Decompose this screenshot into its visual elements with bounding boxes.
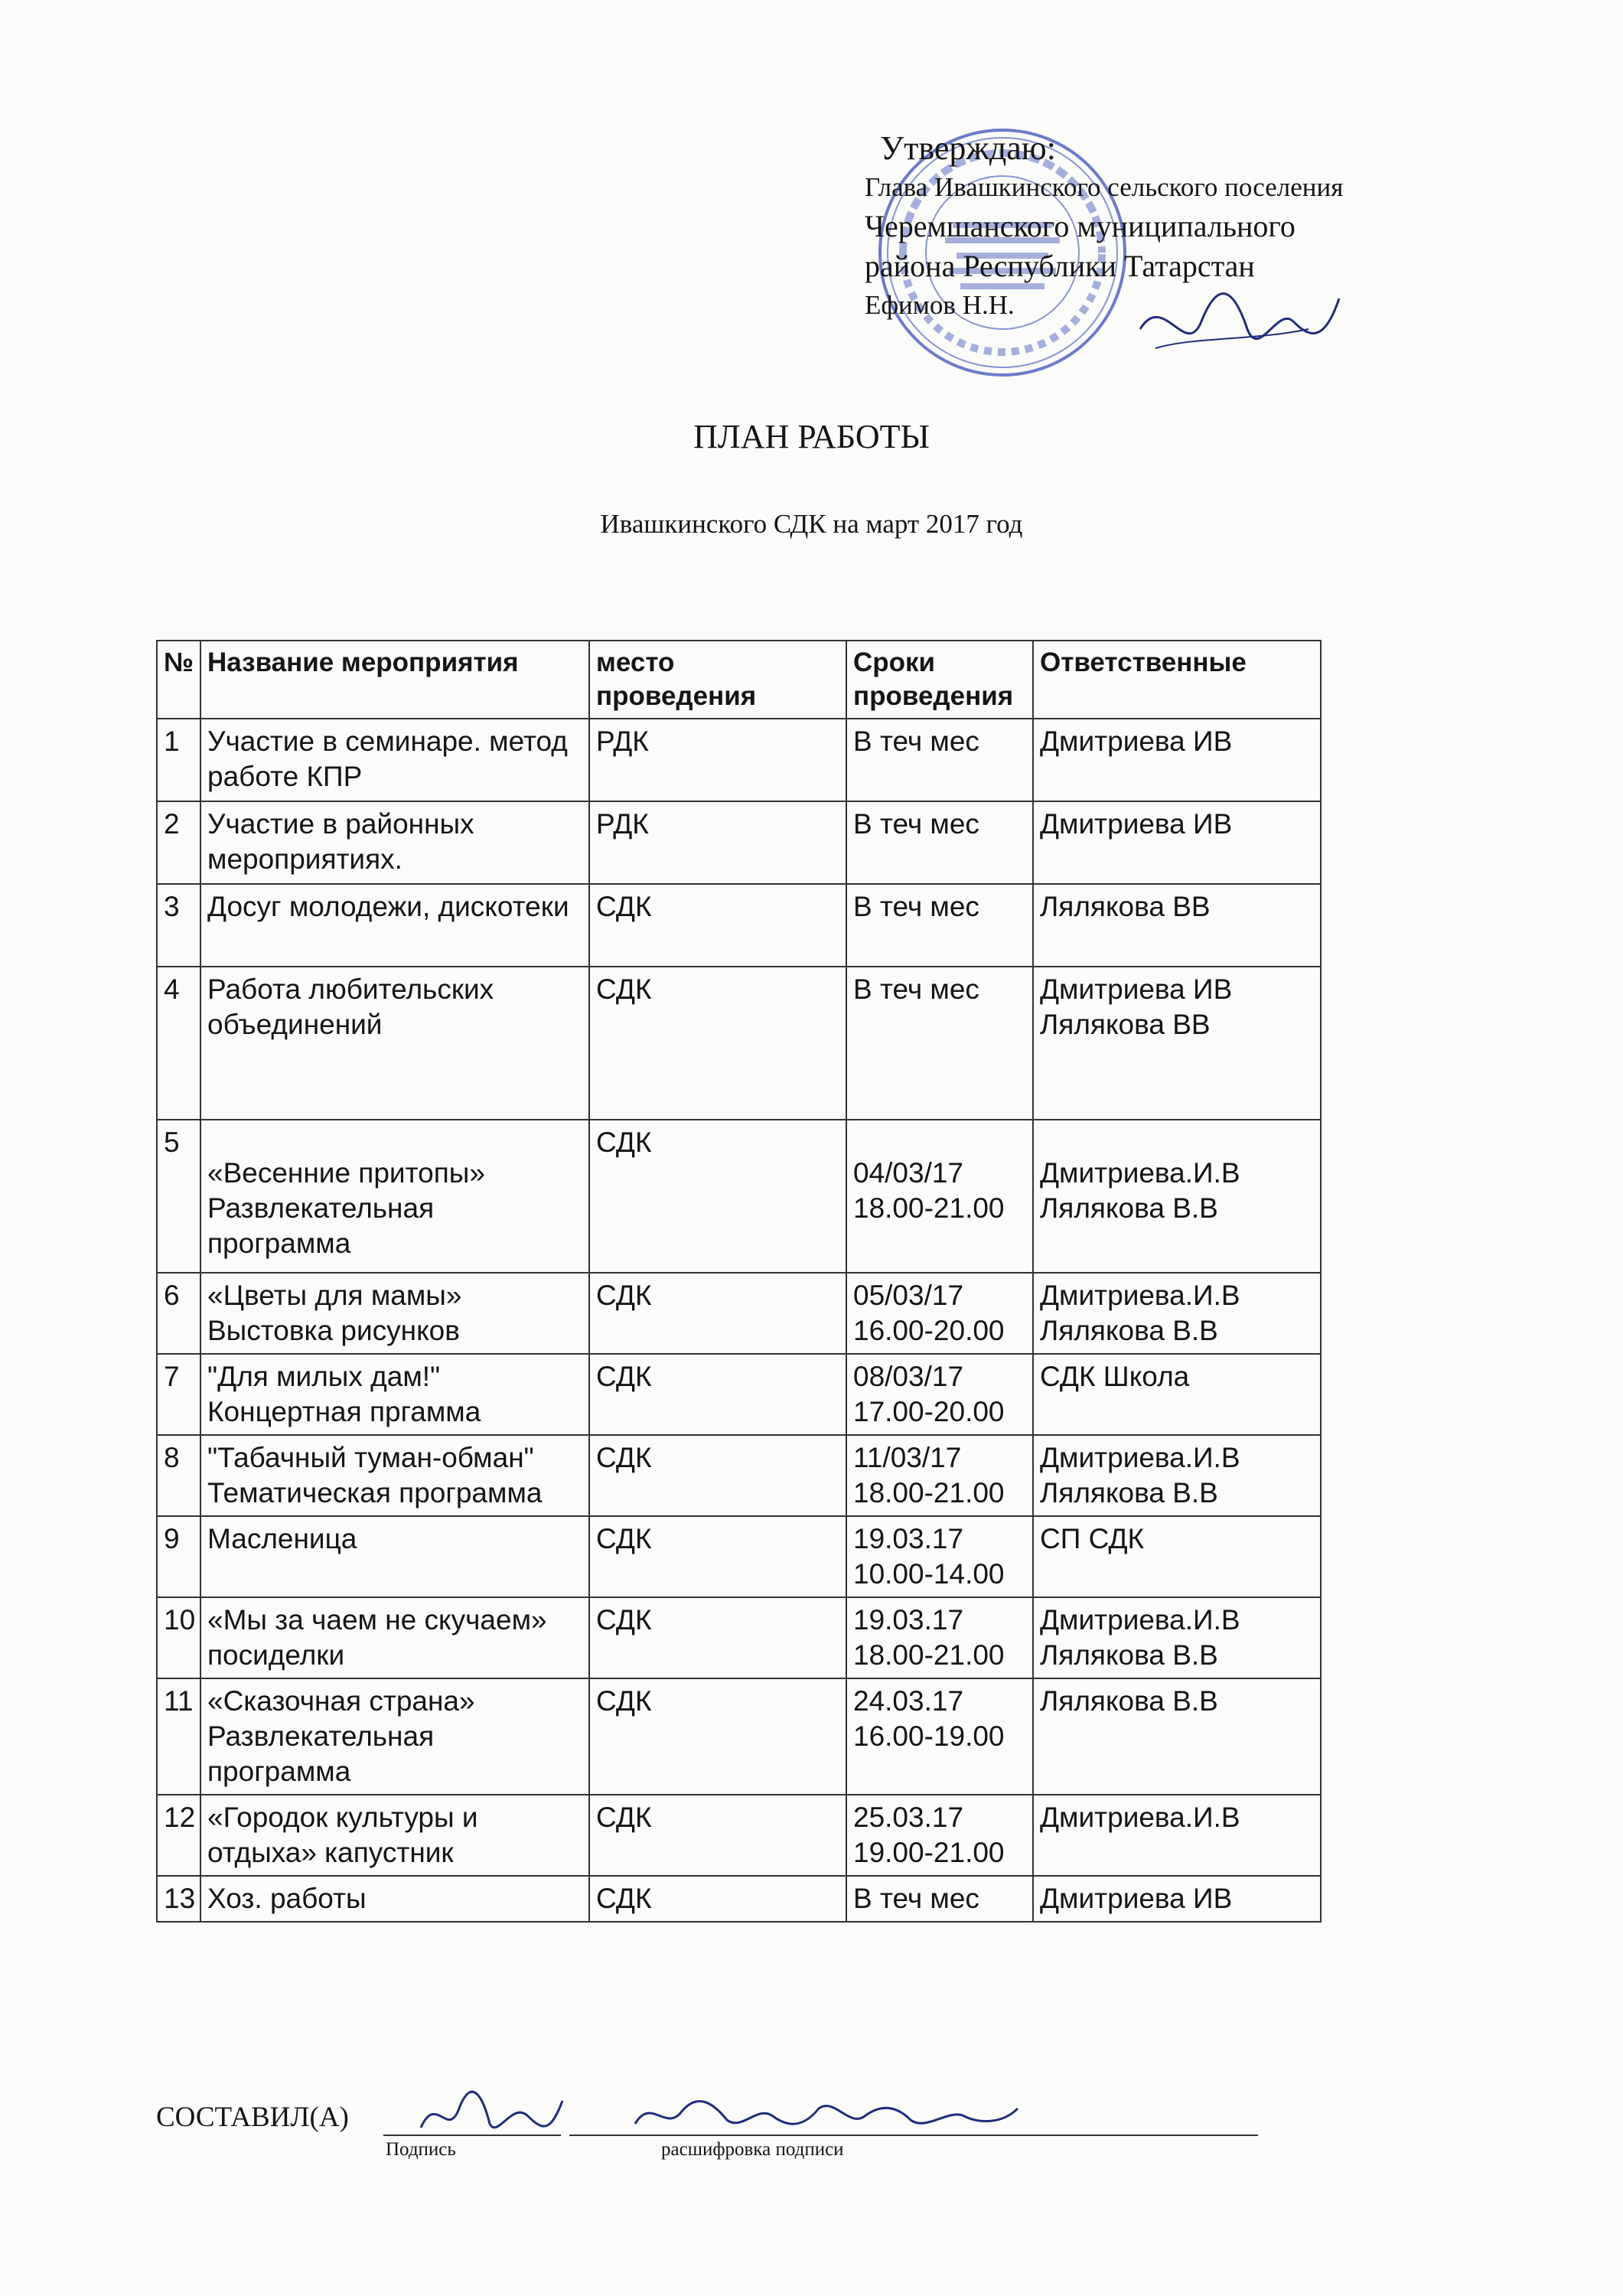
cell-place: СДК bbox=[589, 1354, 846, 1435]
decoding-caption: расшифровка подписи bbox=[661, 2139, 844, 2160]
cell-name: «Мы за чаем не скучаем» посиделки bbox=[200, 1597, 589, 1678]
cell-responsible: Дмитриева.И.В Лялякова В.В bbox=[1033, 1597, 1321, 1678]
cell-num: 6 bbox=[157, 1273, 200, 1354]
table-row bbox=[157, 801, 1321, 884]
cell-num: 8 bbox=[157, 1435, 200, 1516]
table-row bbox=[157, 1795, 1321, 1876]
cell-responsible: Дмитриева ИВ bbox=[1033, 801, 1321, 884]
cell-name: "Для милых дам!" Концертная пргамма bbox=[200, 1354, 589, 1435]
cell-responsible: Дмитриева.И.В Лялякова В.В bbox=[1033, 1120, 1321, 1273]
cell-date: В теч мес bbox=[846, 1876, 1033, 1922]
cell-date: 05/03/17 16.00-20.00 bbox=[846, 1273, 1033, 1354]
cell-date: 04/03/17 18.00-21.00 bbox=[846, 1120, 1033, 1273]
page-title: ПЛАН РАБОТЫ bbox=[693, 418, 930, 455]
cell-num: 13 bbox=[157, 1876, 200, 1922]
plan-table bbox=[156, 640, 1322, 1923]
cell-date: 11/03/17 18.00-21.00 bbox=[846, 1435, 1033, 1516]
cell-place: СДК bbox=[589, 1120, 846, 1273]
cell-num: 2 bbox=[157, 801, 200, 884]
cell-name: Участие в семинаре. метод работе КПР bbox=[200, 719, 589, 801]
header-place: место проведения bbox=[589, 641, 846, 719]
page-subtitle: Ивашкинского СДК на март 2017 год bbox=[600, 509, 1023, 539]
cell-name: Хоз. работы bbox=[200, 1876, 589, 1922]
cell-date: В теч мес bbox=[846, 719, 1033, 801]
cell-num: 7 bbox=[157, 1354, 200, 1435]
cell-date: 25.03.17 19.00-21.00 bbox=[846, 1795, 1033, 1876]
cell-num: 4 bbox=[157, 967, 200, 1120]
cell-name: «Городок культуры и отдыха» капустник bbox=[200, 1795, 589, 1876]
cell-place: СДК bbox=[589, 1597, 846, 1678]
cell-place: РДК bbox=[589, 719, 846, 801]
table-row bbox=[157, 1354, 1321, 1435]
head-signature bbox=[1133, 276, 1347, 375]
cell-name: Работа любительских объединений bbox=[200, 967, 589, 1120]
cell-num: 3 bbox=[157, 884, 200, 967]
cell-responsible: Лялякова В.В bbox=[1033, 1678, 1321, 1795]
cell-name: "Табачный туман-обман" Тематическая программа bbox=[200, 1435, 589, 1516]
cell-place: СДК bbox=[589, 1678, 846, 1795]
table-row bbox=[157, 1435, 1321, 1516]
header-num: № bbox=[157, 641, 200, 719]
cell-date: В теч мес bbox=[846, 967, 1033, 1120]
approval-line-3: района Республики Татарстан bbox=[865, 249, 1255, 283]
table-row bbox=[157, 967, 1321, 1120]
cell-place: СДК bbox=[589, 1795, 846, 1876]
table-row bbox=[157, 1120, 1321, 1273]
table-row bbox=[157, 1876, 1321, 1922]
cell-date: 24.03.17 16.00-19.00 bbox=[846, 1678, 1033, 1795]
cell-place: СДК bbox=[589, 1435, 846, 1516]
footer bbox=[156, 2101, 844, 2160]
cell-place: РДК bbox=[589, 801, 846, 884]
approval-line-2: Черемшанского муниципального bbox=[865, 209, 1295, 243]
cell-responsible: СДК Школа bbox=[1033, 1354, 1321, 1435]
cell-name: Масленица bbox=[200, 1516, 589, 1597]
cell-responsible: Дмитриева.И.В Лялякова В.В bbox=[1033, 1435, 1321, 1516]
header-name: Название мероприятия bbox=[200, 641, 589, 719]
cell-responsible: Дмитриева ИВ Лялякова ВВ bbox=[1033, 967, 1321, 1120]
signature-caption: Подпись bbox=[386, 2139, 456, 2160]
header-date: Сроки проведения bbox=[846, 641, 1033, 719]
cell-place: СДК bbox=[589, 967, 846, 1120]
cell-place: СДК bbox=[589, 1273, 846, 1354]
cell-date: 19.03.17 18.00-21.00 bbox=[846, 1597, 1033, 1678]
cell-responsible: Дмитриева ИВ bbox=[1033, 1876, 1321, 1922]
table-row bbox=[157, 1516, 1321, 1597]
cell-place: СДК bbox=[589, 1876, 846, 1922]
approval-line-1: Глава Ивашкинского сельского поселения bbox=[865, 172, 1344, 202]
table-row bbox=[157, 1678, 1321, 1795]
cell-responsible: Дмитриева.И.В Лялякова В.В bbox=[1033, 1273, 1321, 1354]
cell-name: «Сказочная страна» Развлекательная программа bbox=[200, 1678, 589, 1795]
cell-responsible: Дмитриева ИВ bbox=[1033, 719, 1321, 801]
approval-line-4: Ефимов Н.Н. bbox=[865, 290, 1015, 320]
cell-date: В теч мес bbox=[846, 884, 1033, 967]
header-responsible: Ответственные bbox=[1033, 641, 1321, 719]
cell-num: 5 bbox=[157, 1120, 200, 1273]
table-row bbox=[157, 884, 1321, 967]
approval-heading: Утверждаю: bbox=[880, 129, 1056, 167]
cell-date: 19.03.17 10.00-14.00 bbox=[846, 1516, 1033, 1597]
table-header-row bbox=[157, 641, 1321, 719]
composer-signature bbox=[413, 2086, 566, 2143]
cell-place: СДК bbox=[589, 884, 846, 967]
cell-name: «Цветы для мамы» Выстовка рисунков bbox=[200, 1273, 589, 1354]
cell-name: «Весенние притопы» Развлекательная программа bbox=[200, 1120, 589, 1273]
cell-num: 10 bbox=[157, 1597, 200, 1678]
cell-place: СДК bbox=[589, 1516, 846, 1597]
cell-date: В теч мес bbox=[846, 801, 1033, 884]
composer-name-handwritten bbox=[627, 2086, 1025, 2143]
cell-responsible: СП СДК bbox=[1033, 1516, 1321, 1597]
cell-responsible: Лялякова ВВ bbox=[1033, 884, 1321, 967]
cell-name: Участие в районных мероприятиях. bbox=[200, 801, 589, 884]
table-row bbox=[157, 1273, 1321, 1354]
cell-name: Досуг молодежи, дискотеки bbox=[200, 884, 589, 967]
composed-by-label: СОСТАВИЛ(А) bbox=[156, 2102, 349, 2133]
cell-responsible: Дмитриева.И.В bbox=[1033, 1795, 1321, 1876]
table-row bbox=[157, 719, 1321, 801]
cell-date: 08/03/17 17.00-20.00 bbox=[846, 1354, 1033, 1435]
cell-num: 9 bbox=[157, 1516, 200, 1597]
cell-num: 1 bbox=[157, 719, 200, 801]
cell-num: 11 bbox=[157, 1678, 200, 1795]
table-row bbox=[157, 1597, 1321, 1678]
cell-num: 12 bbox=[157, 1795, 200, 1876]
